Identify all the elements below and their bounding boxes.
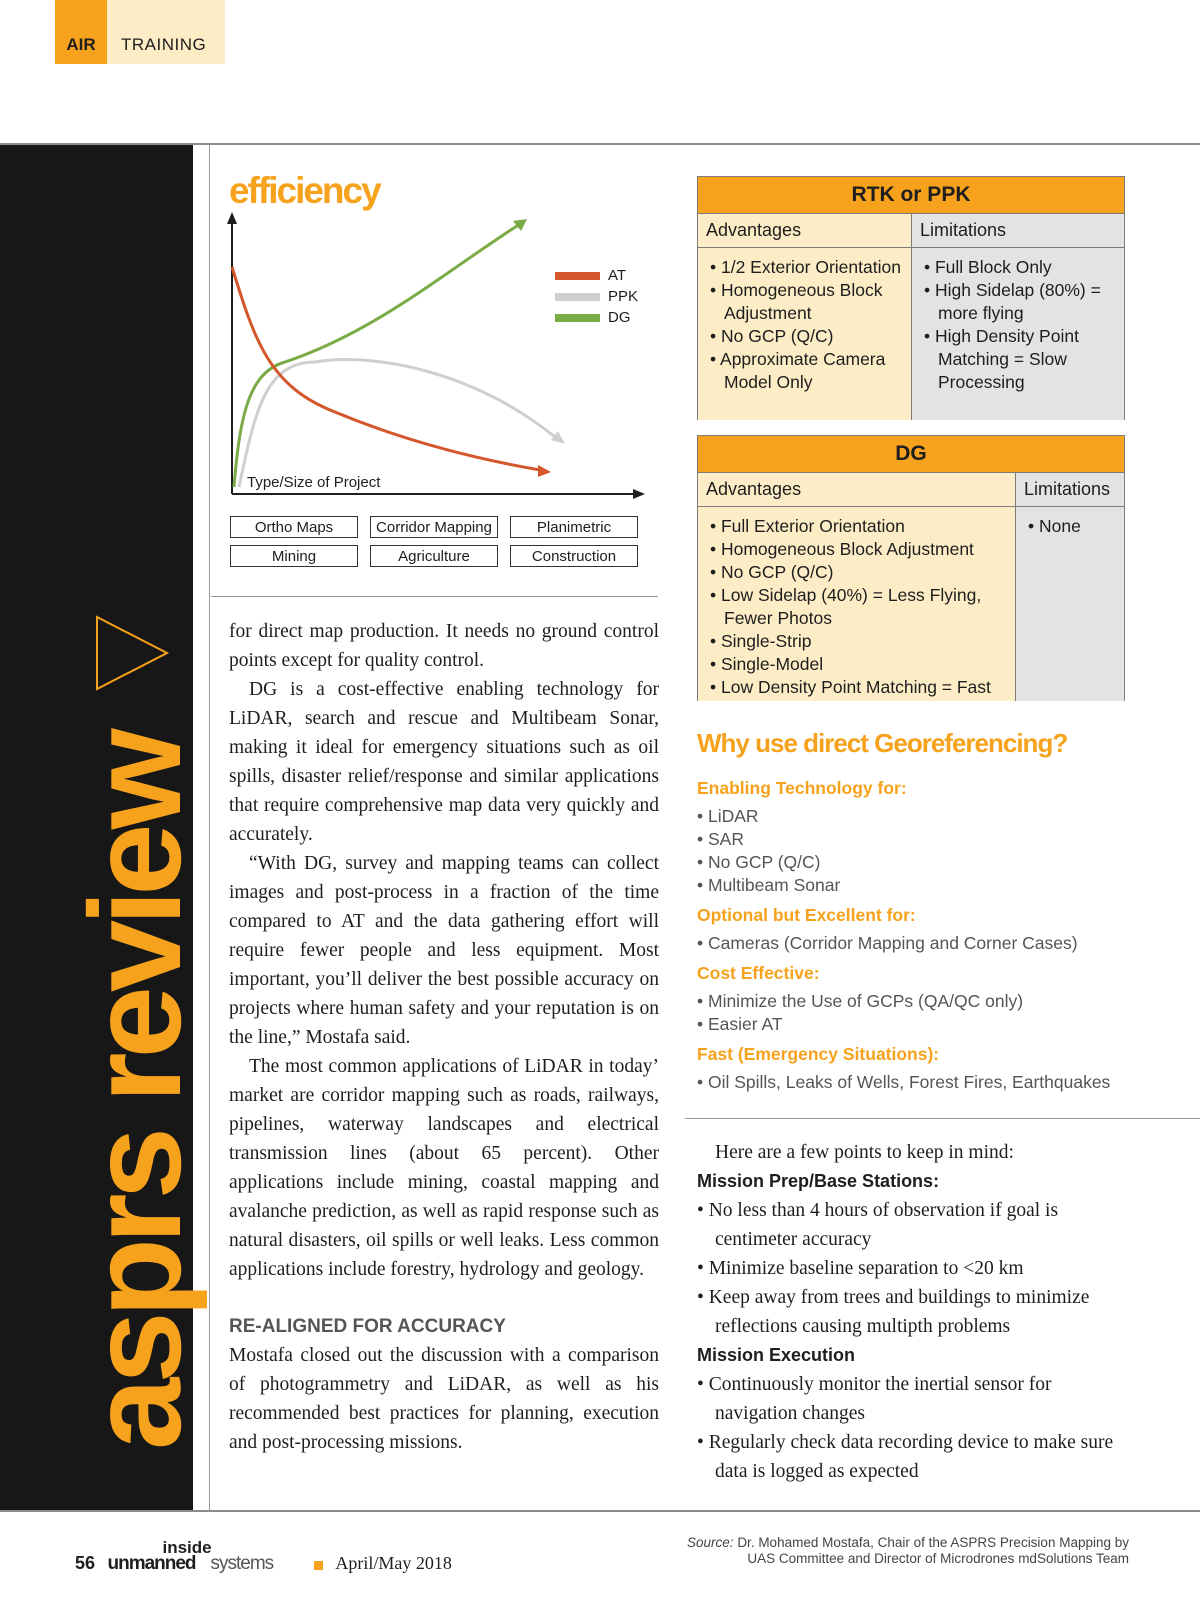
advantage-item: • Low Sidelap (40%) = Less Flying, Fewer Photos [710, 585, 982, 628]
chart-legend [555, 265, 638, 328]
keep-heading: Mission Prep/Base Stations: [697, 1171, 940, 1191]
advantages-column [698, 473, 1016, 701]
legend-swatch-ppk [555, 293, 600, 301]
column-heading: Limitations [1016, 473, 1124, 507]
column-heading: Advantages [698, 214, 911, 248]
legend-swatch-at [555, 272, 600, 280]
category-box: Construction [510, 545, 638, 567]
why-item: • LiDAR [697, 806, 759, 826]
right-divider [685, 1118, 1200, 1119]
page-number: 56 [75, 1553, 96, 1573]
logo-unmanned: unmanned [107, 1553, 196, 1574]
column-heading: Advantages [698, 473, 1015, 507]
why-item: • Multibeam Sonar [697, 875, 841, 895]
keep-item: • No less than 4 hours of observation if goal is centimeter accuracy [697, 1200, 1059, 1250]
why-item: • No GCP (Q/C) [697, 852, 821, 872]
limitation-item: • High Sidelap (80%) = more flying [924, 280, 1101, 323]
section-tag [55, 0, 225, 64]
series-arrow-dg [513, 219, 527, 231]
keep-list [697, 1196, 1137, 1341]
advantage-item: • Single-Model [710, 654, 824, 674]
category-box: Ortho Maps [230, 516, 358, 538]
footer [75, 1540, 452, 1574]
keep-intro: Here are a few points to keep in mind: [715, 1142, 1014, 1163]
legend-item-dg [555, 307, 638, 328]
sidebar-rule [209, 145, 210, 1510]
section-subhead: RE-ALIGNED FOR ACCURACY [229, 1316, 506, 1337]
why-section-list [697, 990, 1167, 1036]
why-item: • Oil Spills, Leaks of Wells, Forest Fires, Earthquakes [697, 1072, 1111, 1092]
why-section-heading: Fast (Emergency Situations): [697, 1044, 940, 1064]
advantage-item: • Homogeneous Block Adjustment [710, 539, 974, 559]
bottom-divider [0, 1510, 1200, 1512]
category-box: Corridor Mapping [370, 516, 498, 538]
chart-divider [211, 596, 658, 597]
logo-systems: systems [210, 1553, 274, 1574]
category-box: Agriculture [370, 545, 498, 567]
advantage-item: • Full Exterior Orientation [710, 516, 905, 536]
body-paragraph: DG is a cost-effective enabling technology for LiDAR, search and rescue and Multibeam Sonar, making it ideal for emergency situations such as oil spills, disaster relief/response and similar applications that require comprehensive map data very quickly and accurately. [229, 679, 659, 845]
why-item: • Cameras (Corridor Mapping and Corner Cases) [697, 933, 1078, 953]
square-bullet-icon [314, 1561, 323, 1570]
article-body [229, 617, 659, 1457]
efficiency-chart [225, 212, 665, 502]
why-section-heading: Cost Effective: [697, 963, 820, 983]
legend-label-at: AT [608, 267, 627, 284]
body-paragraph: “With DG, survey and mapping teams can collect images and post-process in a fraction of the time compared to AT and the data gathering effort will require fewer people and less equipment. Most important, you’ll deliver the best possible accuracy on projects where human safety and your reputation is on the line,” Mostafa said. [229, 853, 659, 1048]
why-list [697, 770, 1167, 1094]
series-arrow-ppk [551, 431, 565, 444]
sidebar-title: asprs review [62, 734, 208, 1450]
legend-label-dg: DG [608, 309, 631, 326]
section-tag-air: AIR [55, 0, 107, 64]
keep-heading: Mission Execution [697, 1345, 856, 1365]
why-title: Why use direct Georeferencing? [697, 728, 1068, 758]
source-text: Dr. Mohamed Mostafa, Chair of the ASPRS Precision Mapping by UAS Committee and Director of Microdrones mdSolutions Team [737, 1535, 1129, 1566]
limitations-column [1016, 473, 1124, 701]
why-section-heading: Enabling Technology for: [697, 778, 907, 798]
keep-list [697, 1370, 1137, 1486]
table-rtk-ppk [697, 176, 1125, 420]
series-line-dg [234, 224, 520, 487]
limitation-item: • None [1028, 516, 1081, 536]
keep-item: • Regularly check data recording device to make sure data is logged as expected [697, 1432, 1114, 1482]
legend-label-ppk: PPK [608, 288, 639, 305]
advantage-item: • 1/2 Exterior Orientation [710, 257, 901, 277]
table-title: RTK or PPK [698, 177, 1124, 214]
legend-item-at [555, 265, 638, 286]
why-section-list [697, 1071, 1167, 1094]
series-arrow-at [538, 465, 551, 477]
why-item: • SAR [697, 829, 744, 849]
x-axis-arrow [633, 489, 645, 499]
body-paragraph: The most common applications of LiDAR in today’ market are corridor mapping such as roads, railways, pipelines, waterway landscapes and electrical transmission lines (about 65 percent). Other applications include mining, coastal mapping and avalanche prediction, as well as rapid response such as natural disasters, oil spills or well leaks. Less common applications include forestry, hydrology and geology. [229, 1056, 659, 1280]
body-paragraph: Mostafa closed out the discussion with a comparison of photogrammetry and LiDAR, as well as his recommended best practices for planning, execution and post-processing missions. [229, 1345, 659, 1453]
why-item: • Easier AT [697, 1014, 783, 1034]
logo-inside: inside [162, 1538, 212, 1557]
table-dg [697, 435, 1125, 701]
category-box: Mining [230, 545, 358, 567]
legend-swatch-dg [555, 314, 600, 322]
issue-date: April/May 2018 [335, 1553, 452, 1573]
why-section-list [697, 805, 1167, 897]
why-item: • Minimize the Use of GCPs (QA/QC only) [697, 991, 1024, 1011]
chart-title: efficiency [229, 170, 380, 211]
advantage-item: • No GCP (Q/C) [710, 562, 834, 582]
source-label: Source: [687, 1535, 734, 1550]
section-tag-training: TRAINING [107, 0, 225, 64]
advantage-item: • Homogeneous Block Adjustment [710, 280, 883, 323]
keep-item: • Minimize baseline separation to <20 km [697, 1258, 1024, 1279]
limitation-item: • Full Block Only [924, 257, 1052, 277]
limitation-item: • High Density Point Matching = Slow Processing [924, 326, 1079, 392]
why-section-list [697, 932, 1167, 955]
source-credit [669, 1535, 1129, 1567]
x-axis-label: Type/Size of Project [247, 474, 381, 491]
legend-item-ppk [555, 286, 638, 307]
advantages-column [698, 214, 912, 420]
advantage-item: • No GCP (Q/C) [710, 326, 834, 346]
body-paragraph: for direct map production. It needs no ground control points except for quality control. [229, 621, 659, 671]
table-title: DG [698, 436, 1124, 473]
advantage-item: • Low Density Point Matching = Fast [710, 677, 991, 697]
publication-logo [107, 1540, 297, 1574]
limitations-column [912, 214, 1124, 420]
series-line-at [232, 267, 540, 470]
keep-in-mind [697, 1138, 1137, 1486]
triangle-icon [95, 615, 170, 695]
advantage-item: • Approximate Camera Model Only [710, 349, 886, 392]
category-box: Planimetric [510, 516, 638, 538]
y-axis-arrow [227, 212, 237, 224]
series-line-ppk [239, 360, 555, 487]
advantage-item: • Single-Strip [710, 631, 812, 651]
keep-item: • Continuously monitor the inertial sensor for navigation changes [697, 1374, 1052, 1424]
keep-item: • Keep away from trees and buildings to minimize reflections causing multipth problems [697, 1287, 1090, 1337]
column-heading: Limitations [912, 214, 1124, 248]
why-section-heading: Optional but Excellent for: [697, 905, 916, 925]
